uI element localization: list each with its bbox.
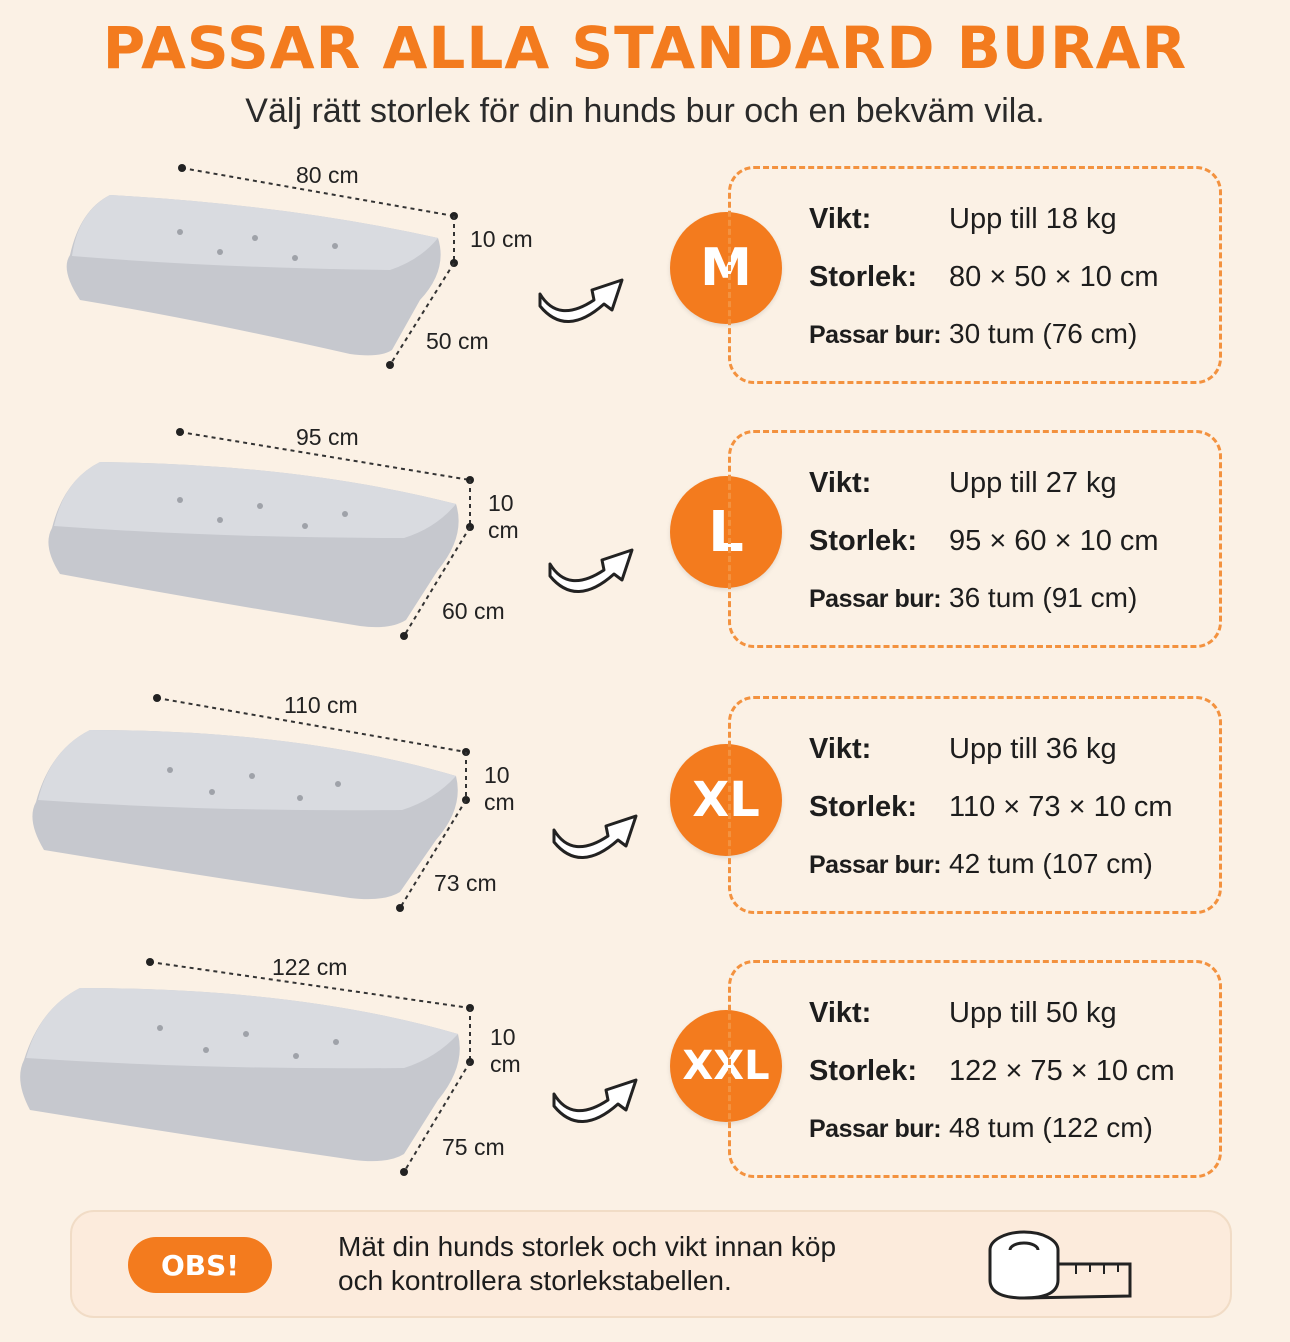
curved-arrow-icon <box>542 520 642 600</box>
dim-length: 122 cm <box>272 954 348 980</box>
dim-height: 10 cm <box>490 1024 521 1077</box>
note-line-1: Mät din hunds storlek och vikt innan köp <box>338 1231 837 1262</box>
cushion-illustration <box>20 160 540 400</box>
dim-height: 10 cm <box>488 490 519 543</box>
spec-card: Vikt: Upp till 18 kg Storlek: 80 × 50 × 10 cm Passar bur: 30 tum (76 cm) <box>728 166 1222 384</box>
curved-arrow-icon <box>532 250 632 330</box>
dim-length: 95 cm <box>296 424 359 450</box>
measuring-tape-icon <box>984 1224 1144 1308</box>
cushion-illustration <box>20 424 540 664</box>
size-row-xxl <box>0 954 1290 1199</box>
dim-depth: 60 cm <box>442 598 505 624</box>
dim-depth: 73 cm <box>434 870 497 896</box>
curved-arrow-icon <box>546 786 646 866</box>
dim-depth: 50 cm <box>426 328 489 354</box>
spec-card: Vikt: Upp till 27 kg Storlek: 95 × 60 × 10 cm Passar bur: 36 tum (91 cm) <box>728 430 1222 648</box>
spec-card: Vikt: Upp till 36 kg Storlek: 110 × 73 × 10 cm Passar bur: 42 tum (107 cm) <box>728 696 1222 914</box>
cushion-image <box>20 954 540 1194</box>
dim-depth: 75 cm <box>442 1134 505 1160</box>
note-box <box>70 1210 1232 1318</box>
page-title: PASSAR ALLA STANDARD BURAR <box>102 14 1188 82</box>
size-row-xl <box>0 690 1290 935</box>
cushion-image <box>20 690 540 930</box>
size-row-m <box>0 160 1290 405</box>
obs-badge: OBS! <box>128 1237 272 1293</box>
size-badge: M <box>670 212 782 324</box>
dim-height: 10 cm <box>484 762 515 815</box>
spec-card: Vikt: Upp till 50 kg Storlek: 122 × 75 × 10 cm Passar bur: 48 tum (122 cm) <box>728 960 1222 1178</box>
page-subtitle: Välj rätt storlek för din hunds bur och en bekväm vila. <box>245 92 1045 130</box>
dim-length: 80 cm <box>296 162 359 188</box>
cushion-image <box>20 424 540 664</box>
cushion-image <box>20 160 540 400</box>
dim-height: 10 cm <box>470 226 533 252</box>
dim-length: 110 cm <box>284 692 358 718</box>
size-badge: L <box>670 476 782 588</box>
note-text <box>338 1230 938 1298</box>
size-badge: XXL <box>670 1010 782 1122</box>
curved-arrow-icon <box>546 1050 646 1130</box>
size-badge: XL <box>670 744 782 856</box>
size-row-l <box>0 424 1290 669</box>
note-line-2: och kontrollera storlekstabellen. <box>338 1265 732 1296</box>
